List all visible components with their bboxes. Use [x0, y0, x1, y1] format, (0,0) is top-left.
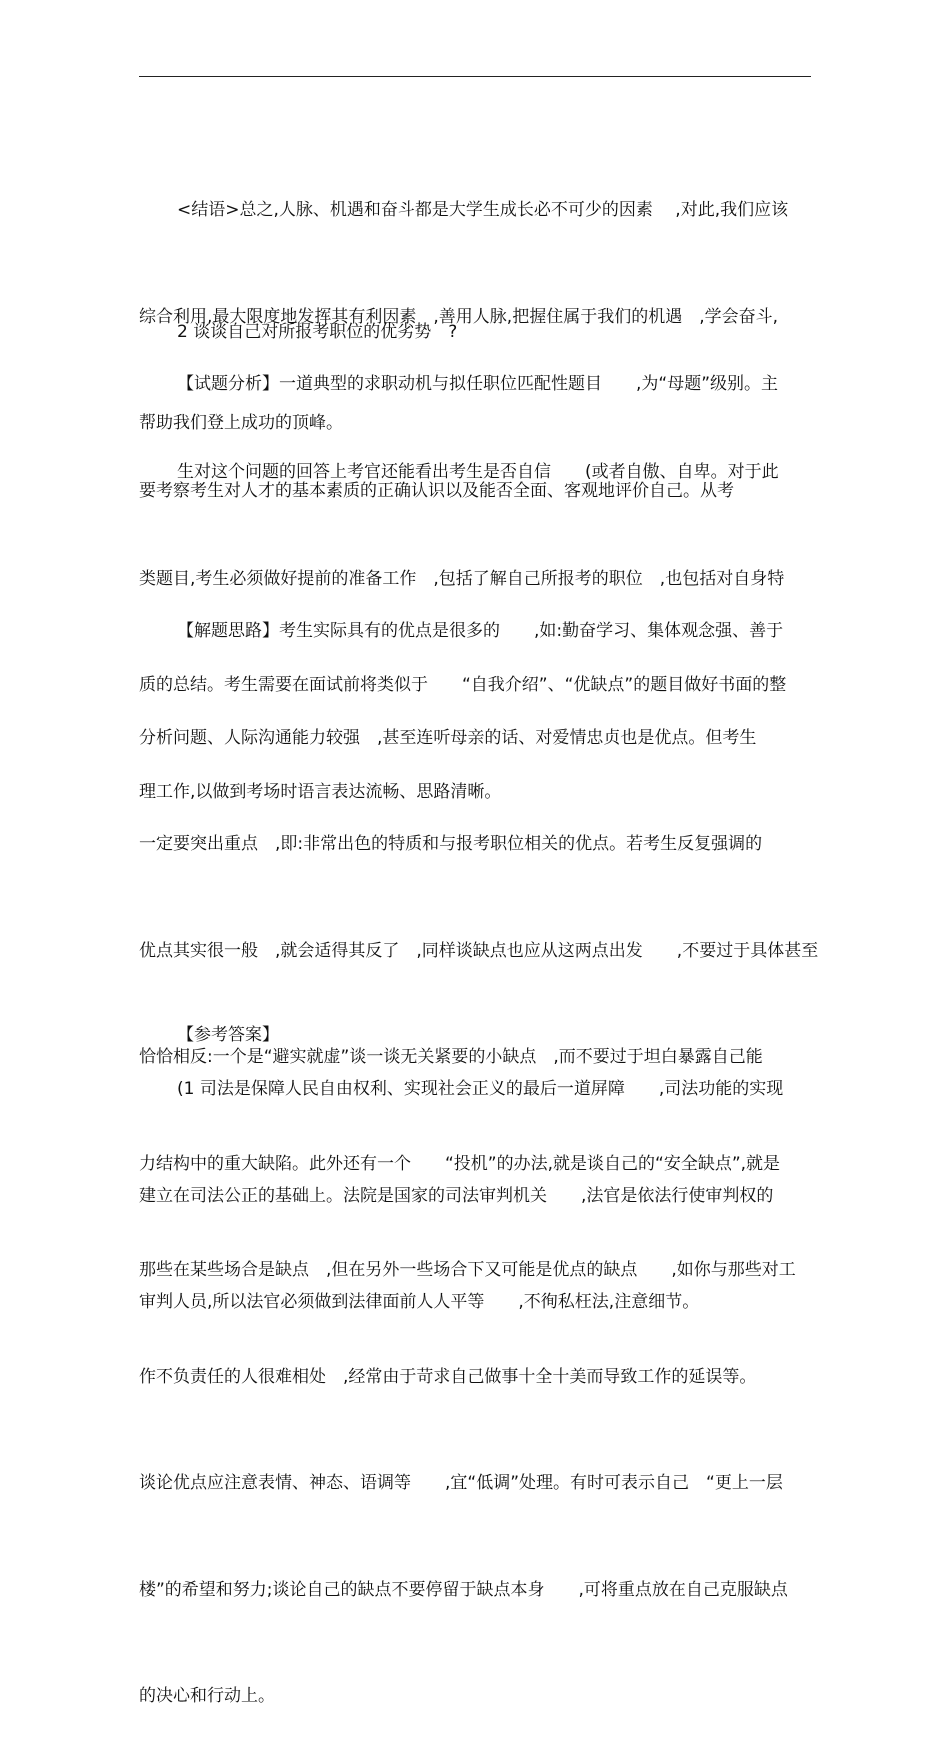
- text-line: <结语>总之,人脉、机遇和奋斗都是大学生成长必不可少的因素 ,对此,我们应该: [177, 200, 789, 220]
- text-line: 楼”的希望和努力;谈论自己的缺点不要停留于缺点本身 ,可将重点放在自己克服缺点: [139, 1579, 788, 1600]
- text-line: 谈论优点应注意表情、神态、语调等 ,宜“低调”处理。有时可表示自己 “更上一层: [139, 1473, 783, 1493]
- text-line: 那些在某些场合是缺点 ,但在另外一些场合下又可能是优点的缺点 ,如你与那些对工: [139, 1260, 796, 1280]
- text-line: 作不负责任的人很难相处 ,经常由于苛求自己做事十全十美而导致工作的延误等。: [139, 1366, 757, 1387]
- text-line: 力结构中的重大缺陷。此外还有一个 “投机”的办法,就是谈自己的“安全缺点”,就是: [139, 1153, 781, 1174]
- text-line: (1 司法是保障人民自由权利、实现社会正义的最后一道屏障 ,司法功能的实现: [177, 1079, 784, 1099]
- reference-answer-paragraph: [139, 1001, 811, 1356]
- text-line: 类题目,考生必须做好提前的准备工作 ,包括了解自己所报考的职位 ,也包括对自身特: [139, 568, 785, 589]
- text-line: 恰恰相反:一个是“避实就虚”谈一谈无关紧要的小缺点 ,而不要过于坦白暴露自己能: [139, 1047, 763, 1067]
- text-line: 【解题思路】考生实际具有的优点是很多的 ,如:勤奋学习、集体观念强、善于: [177, 621, 784, 641]
- text-line: 审判人员,所以法官必须做到法律面前人人平等 ,不徇私枉法,注意细节。: [139, 1292, 700, 1312]
- page-header-rule: [139, 76, 811, 77]
- text-line: 帮助我们登上成功的顶峰。: [139, 413, 343, 433]
- text-line: 理工作,以做到考场时语言表达流畅、思路清晰。: [139, 781, 502, 802]
- text-line: 的决心和行动上。: [139, 1686, 275, 1706]
- text-line: 分析问题、人际沟通能力较强 ,甚至连听母亲的话、对爱情忠贞也是优点。但考生: [139, 727, 757, 748]
- text-line: 【参考答案】: [177, 1025, 279, 1045]
- text-line: 【试题分析】一道典型的求职动机与拟任职位匹配性题目 ,为“母题”级别。主: [177, 374, 779, 394]
- text-line: 优点其实很一般 ,就会适得其反了 ,同样谈缺点也应从这两点出发 ,不要过于具体甚至: [139, 940, 819, 961]
- text-line: 2 谈谈自己对所报考职位的优劣势 ?: [177, 322, 458, 342]
- text-line: 一定要突出重点 ,即:非常出色的特质和与报考职位相关的优点。若考生反复强调的: [139, 834, 763, 854]
- text-line: 生对这个问题的回答上考官还能看出考生是否自信 (或者自傲、自卑。对于此: [177, 462, 779, 482]
- text-line: 质的总结。考生需要在面试前将类似于 “自我介绍”、“优缺点”的题目做好书面的整: [139, 675, 787, 695]
- text-line: 综合利用,最大限度地发挥其有利因素 ,善用人脉,把握住属于我们的机遇 ,学会奋斗,: [139, 306, 779, 327]
- text-line: 建立在司法公正的基础上。法院是国家的司法审判机关 ,法官是依法行使审判权的: [139, 1185, 774, 1206]
- text-line: 要考察考生对人才的基本素质的正确认识以及能否全面、客观地评价自己。从考: [139, 480, 734, 501]
